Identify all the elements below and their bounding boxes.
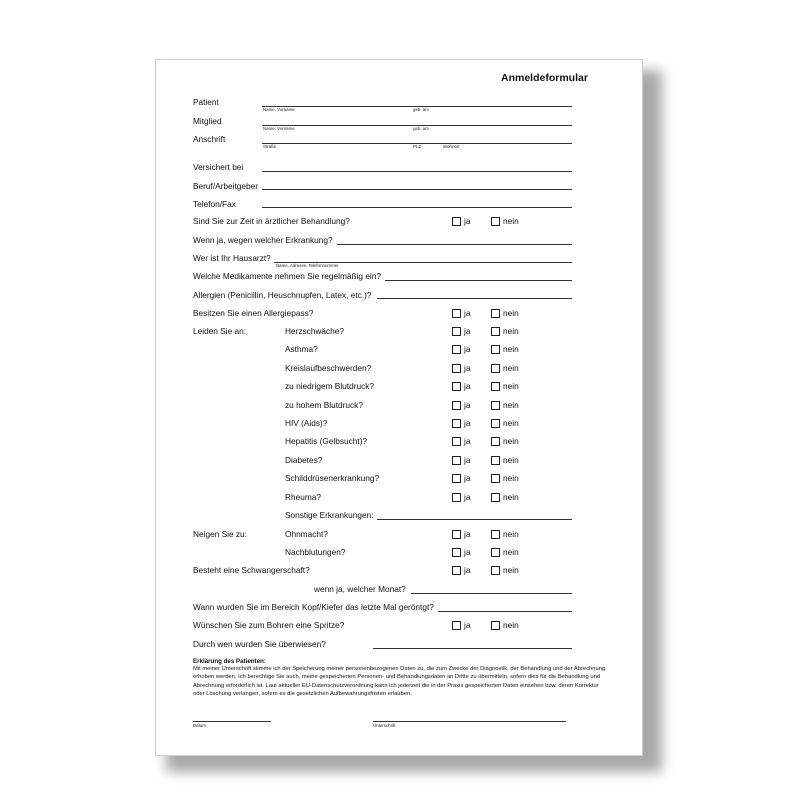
leiden-ja-checkbox[interactable] <box>452 382 461 391</box>
leiden-item-label: Schilddrüsenerkrankung? <box>285 473 380 484</box>
roentgen-question: Wann wurden Sie im Bereich Kopf/Kiefer das letzte Mal geröntgt? <box>193 602 434 612</box>
leiden-ja-label: ja <box>464 326 471 336</box>
sonstige-line[interactable] <box>377 519 572 520</box>
leiden-ja-checkbox[interactable] <box>452 456 461 465</box>
erklaerung-text: Mit meiner Unterschrift stimme ich der Speicherung meiner personenbezogenen Daten zu, die zum Zwecke der Diagnostik, der Behandlung und der Abrechnung erhoben werden. Ich berechtige Sie auch, meine gespeicherten Personen- und Behandlungsdaten an Dritte zu übermitteln, sofern dies für die Behandlung und Abrechnung erforderlich ist. Laut aktueller EU-Datenschutzverordnung kann ich jederzeit die in der Praxis gespeicherten Daten einsehen bzw. deren Korrektur oder Löschung verlangen, sofern es die gesetzlichen Aufbewahrungsfristen erlauben. <box>193 666 606 698</box>
datum-label: Datum <box>193 723 206 728</box>
allergiepass-ja-checkbox[interactable] <box>452 309 461 318</box>
leiden-nein-label: nein <box>503 344 519 355</box>
leiden-nein-checkbox[interactable] <box>491 345 500 354</box>
roentgen-line[interactable] <box>438 611 572 612</box>
allergiepass-question: Besitzen Sie einen Allergiepass? <box>193 308 314 318</box>
allergiepass-nein-checkbox[interactable] <box>491 309 500 318</box>
neigen-ja-checkbox[interactable] <box>452 530 461 539</box>
leiden-ja-label: ja <box>464 454 471 465</box>
ueberwiesen-line[interactable] <box>373 648 572 649</box>
leiden-ja-label: ja <box>464 381 471 392</box>
schwanger-nein-checkbox[interactable] <box>491 566 500 575</box>
leiden-ja-checkbox[interactable] <box>452 364 461 373</box>
leiden-nein-checkbox[interactable] <box>491 327 500 336</box>
mitglied-geb-sublabel: geb. am <box>413 126 429 131</box>
leiden-nein-label: nein <box>503 326 519 336</box>
leiden-ja-label: ja <box>464 344 471 355</box>
leiden-ja-checkbox[interactable] <box>452 474 461 483</box>
leiden-nein-label: nein <box>503 491 519 502</box>
medikamente-question: Welche Medikamente nehmen Sie regelmäßig ein? <box>193 271 382 281</box>
leiden-item-label: Asthma? <box>285 344 318 355</box>
leiden-item-label: Rheuma? <box>285 491 321 502</box>
leiden-nein-label: nein <box>503 473 519 484</box>
leiden-ja-label: ja <box>464 436 471 447</box>
spritze-nein-checkbox[interactable] <box>491 621 500 630</box>
behandlung-ja-checkbox[interactable] <box>452 217 461 226</box>
telefon-line[interactable] <box>262 207 572 208</box>
schwanger-ja-label: ja <box>464 565 471 575</box>
allergiepass-ja-label: ja <box>464 308 471 318</box>
spritze-ja-label: ja <box>464 620 471 630</box>
leiden-nein-checkbox[interactable] <box>491 474 500 483</box>
unterschrift-line[interactable] <box>373 721 566 722</box>
hausarzt-question: Wer ist Ihr Hausarzt? <box>193 253 271 263</box>
allergien-question: Allergien (Penicillin, Heuschnupfen, Latex, etc.)? <box>193 290 372 300</box>
mitglied-label: Mitglied <box>193 116 222 126</box>
mitglied-name-sublabel: Name, Vorname <box>263 126 295 131</box>
schwanger-question: Besteht eine Schwangerschaft? <box>193 565 310 575</box>
neigen-ja-label: ja <box>464 529 471 539</box>
telefon-label: Telefon/Fax <box>193 199 236 209</box>
leiden-ja-checkbox[interactable] <box>452 327 461 336</box>
datum-line[interactable] <box>193 721 271 722</box>
neigen-nein-label: nein <box>503 547 519 558</box>
monat-line[interactable] <box>411 593 572 594</box>
neigen-ja-label: ja <box>464 547 471 558</box>
patient-geb-sublabel: geb. am <box>413 107 429 112</box>
leiden-item-label: zu hohem Blutdruck? <box>285 399 363 410</box>
sonstige-label: Sonstige Erkrankungen: <box>285 510 374 520</box>
leiden-ja-checkbox[interactable] <box>452 437 461 446</box>
leiden-item-label: HIV (Aids)? <box>285 418 328 428</box>
behandlung-ja-label: ja <box>464 216 471 226</box>
leiden-label: Leiden Sie an: <box>193 326 247 336</box>
leiden-ja-checkbox[interactable] <box>452 401 461 410</box>
versichert-line[interactable] <box>262 171 572 172</box>
leiden-ja-label: ja <box>464 399 471 410</box>
neigen-nein-label: nein <box>503 529 519 539</box>
leiden-ja-checkbox[interactable] <box>452 493 461 502</box>
leiden-nein-checkbox[interactable] <box>491 382 500 391</box>
spritze-ja-checkbox[interactable] <box>452 621 461 630</box>
plz-sublabel: PLZ <box>413 144 422 149</box>
leiden-item-label: Diabetes? <box>285 454 323 465</box>
leiden-nein-checkbox[interactable] <box>491 364 500 373</box>
leiden-item-label: Hepatitis (Gelbsucht)? <box>285 436 368 447</box>
monat-question: wenn ja, welcher Monat? <box>314 584 406 594</box>
leiden-ja-checkbox[interactable] <box>452 419 461 428</box>
spritze-nein-label: nein <box>503 620 519 630</box>
neigen-ja-checkbox[interactable] <box>452 548 461 557</box>
patient-label: Patient <box>193 97 219 107</box>
leiden-ja-label: ja <box>464 418 471 428</box>
schwanger-nein-label: nein <box>503 565 519 575</box>
spritze-question: Wünschen Sie zum Bohren eine Spritze? <box>193 620 345 630</box>
beruf-label: Beruf/Arbeitgeber <box>193 181 259 191</box>
neigen-item-label: Ohnmacht? <box>285 529 328 539</box>
leiden-nein-label: nein <box>503 436 519 447</box>
leiden-nein-checkbox[interactable] <box>491 456 500 465</box>
neigen-nein-checkbox[interactable] <box>491 548 500 557</box>
leiden-nein-label: nein <box>503 399 519 410</box>
neigen-item-label: Nachblutungen? <box>285 547 346 558</box>
ueberwiesen-question: Durch wen wurden Sie überwiesen? <box>193 639 326 649</box>
leiden-ja-label: ja <box>464 473 471 484</box>
allergien-line[interactable] <box>377 298 572 299</box>
leiden-nein-label: nein <box>503 381 519 392</box>
beruf-line[interactable] <box>262 189 572 190</box>
anschrift-label: Anschrift <box>193 134 226 144</box>
leiden-ja-checkbox[interactable] <box>452 345 461 354</box>
behandlung-question: Sind Sie zur Zeit in ärztlicher Behandlung? <box>193 216 350 226</box>
leiden-nein-checkbox[interactable] <box>491 401 500 410</box>
unterschrift-label: Unterschrift <box>373 723 396 728</box>
leiden-ja-label: ja <box>464 362 471 373</box>
behandlung-nein-checkbox[interactable] <box>491 217 500 226</box>
leiden-item-label: zu niedrigem Blutdruck? <box>285 381 375 392</box>
patient-name-sublabel: Name, Vorname <box>263 107 295 112</box>
neigen-nein-checkbox[interactable] <box>491 530 500 539</box>
versichert-label: Versichert bei <box>193 162 244 172</box>
erkrankung-question: Wenn ja, wegen welcher Erkrankung? <box>193 235 333 245</box>
wohnort-sublabel: Wohnort <box>443 144 460 149</box>
allergiepass-nein-label: nein <box>503 308 519 318</box>
leiden-nein-label: nein <box>503 418 519 428</box>
form-sheet <box>155 59 643 756</box>
erkrankung-line[interactable] <box>337 244 572 245</box>
form-title: Anmeldeformular <box>501 72 588 84</box>
strasse-sublabel: Straße <box>263 144 277 149</box>
leiden-item-label: Kreislaufbeschwerden? <box>285 362 372 373</box>
leiden-ja-label: ja <box>464 491 471 502</box>
leiden-item-label: Herzschwäche? <box>285 326 345 336</box>
leiden-nein-label: nein <box>503 362 519 373</box>
schwanger-ja-checkbox[interactable] <box>452 566 461 575</box>
hausarzt-sublabel: Name, Adresse, Telefonnummer <box>276 263 339 268</box>
leiden-nein-checkbox[interactable] <box>491 437 500 446</box>
erklaerung-title: Erklärung des Patienten: <box>193 658 266 665</box>
leiden-nein-checkbox[interactable] <box>491 493 500 502</box>
behandlung-nein-label: nein <box>503 216 519 226</box>
medikamente-line[interactable] <box>385 280 572 281</box>
leiden-nein-label: nein <box>503 454 519 465</box>
leiden-nein-checkbox[interactable] <box>491 419 500 428</box>
neigen-label: Neigen Sie zu: <box>193 529 247 539</box>
